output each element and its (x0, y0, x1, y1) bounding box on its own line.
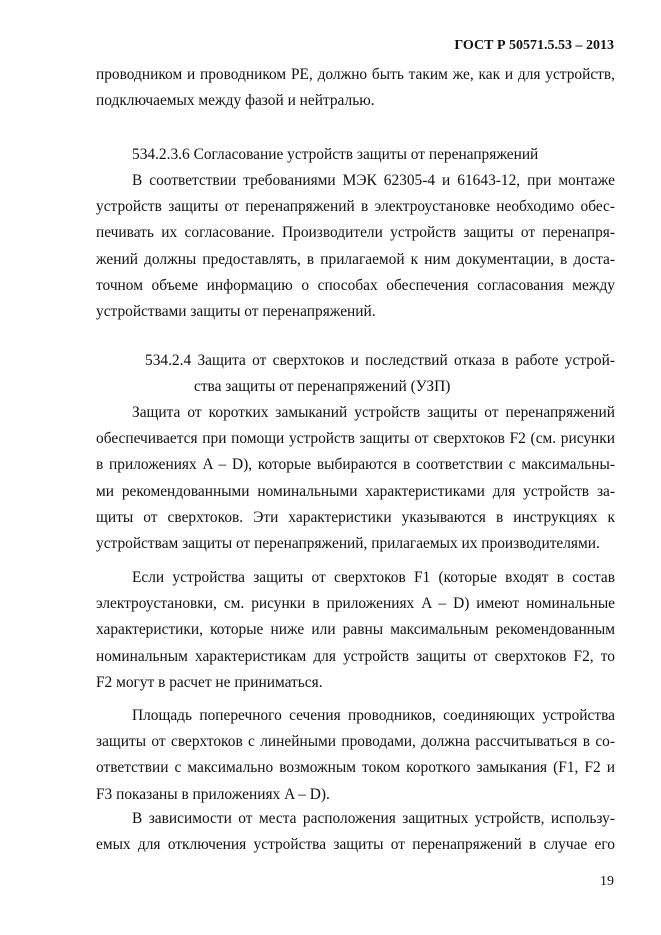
text-line: подключаемых между фазой и нейтралью. (96, 92, 375, 110)
paragraph-f1-devices (96, 565, 615, 696)
text-line: обеспечивается при помощи устройств защиты от сверхтоков F2 (см. рисунки (96, 430, 615, 448)
text-line: защиты от сверхтоков с линейными проводами, должна рассчитываться в со- (96, 733, 615, 751)
text-line: ми рекомендованными номинальными характеристиками для устройств за- (96, 482, 615, 500)
text-line: F3 показаны в приложениях A – D). (96, 785, 330, 803)
text-line: устройств защиты от перенапряжений в электроустановке необходимо обес- (96, 198, 615, 216)
text-line: печивать их согласование. Производители устройств защиты от перенапря- (96, 224, 615, 242)
section-heading-534-2-4-cont (194, 374, 661, 400)
paragraph-device-location (96, 806, 615, 858)
text-line: номинальным характеристикам для устройств защиты от сверхтоков F2, то (96, 647, 615, 665)
heading-text: 534.2.4 Защита от сверхтоков и последствий отказа в работе устрой- (145, 352, 615, 369)
paragraph-conductor-cross-section (96, 703, 615, 808)
text-line: Если устройства защиты от сверхтоков F1 (которые входят в состав (132, 569, 615, 586)
text-line: характеристики, которые ниже или равны максимальным рекомендованным (96, 621, 615, 639)
text-line: в приложениях A – D), которые выбираются в соответствии с максимальны- (96, 456, 615, 474)
section-heading-534-2-4 (145, 348, 615, 374)
text-line: Защита от коротких замыканий устройств защиты от перенапряжений (132, 404, 615, 421)
text-line: F2 могут в расчет не приниматься. (96, 673, 323, 691)
section-heading-534-2-3-6 (132, 142, 651, 168)
text-line: проводником и проводником PE, должно быть таким же, как и для устройств, (96, 66, 615, 83)
text-line: устройствами защиты от перенапряжений. (96, 302, 376, 320)
paragraph-short-circuit-protection (96, 400, 615, 557)
text-line: Площадь поперечного сечения проводников, соединяющих устройства (132, 707, 615, 724)
paragraph-continuation (96, 62, 615, 114)
text-line: жений должны предоставлять, в прилагаемой к ним документации, в доста- (96, 250, 615, 268)
page-number: 19 (600, 874, 614, 889)
text-line: электроустановки, см. рисунки в приложениях A – D) имеют номинальные (96, 595, 615, 613)
text-line: ответствии с максимально возможным током короткого замыкания (F1, F2 и (96, 759, 615, 777)
document-header: ГОСТ Р 50571.5.53 – 2013 (454, 38, 614, 53)
text-line: В соответствии требованиями МЭК 62305-4 и 61643-12, при монтаже (132, 172, 615, 189)
paragraph-coordination (96, 168, 615, 325)
heading-text: 534.2.3.6 Согласование устройств защиты от перенапряжений (132, 146, 539, 163)
heading-text: ства защиты от перенапряжений (УЗП) (194, 378, 451, 395)
text-line: емых для отключения устройства защиты от перенапряжений в случае его (96, 836, 615, 854)
text-line: устройствам защиты от перенапряжений, прилагаемых их производителями. (96, 534, 600, 552)
text-line: щиты от сверхтоков. Эти характеристики указываются в инструкциях к (96, 508, 615, 526)
text-line: точном объеме информацию о способах обеспечения согласования между (96, 276, 615, 294)
text-line: В зависимости от места расположения защитных устройств, использу- (132, 810, 615, 827)
